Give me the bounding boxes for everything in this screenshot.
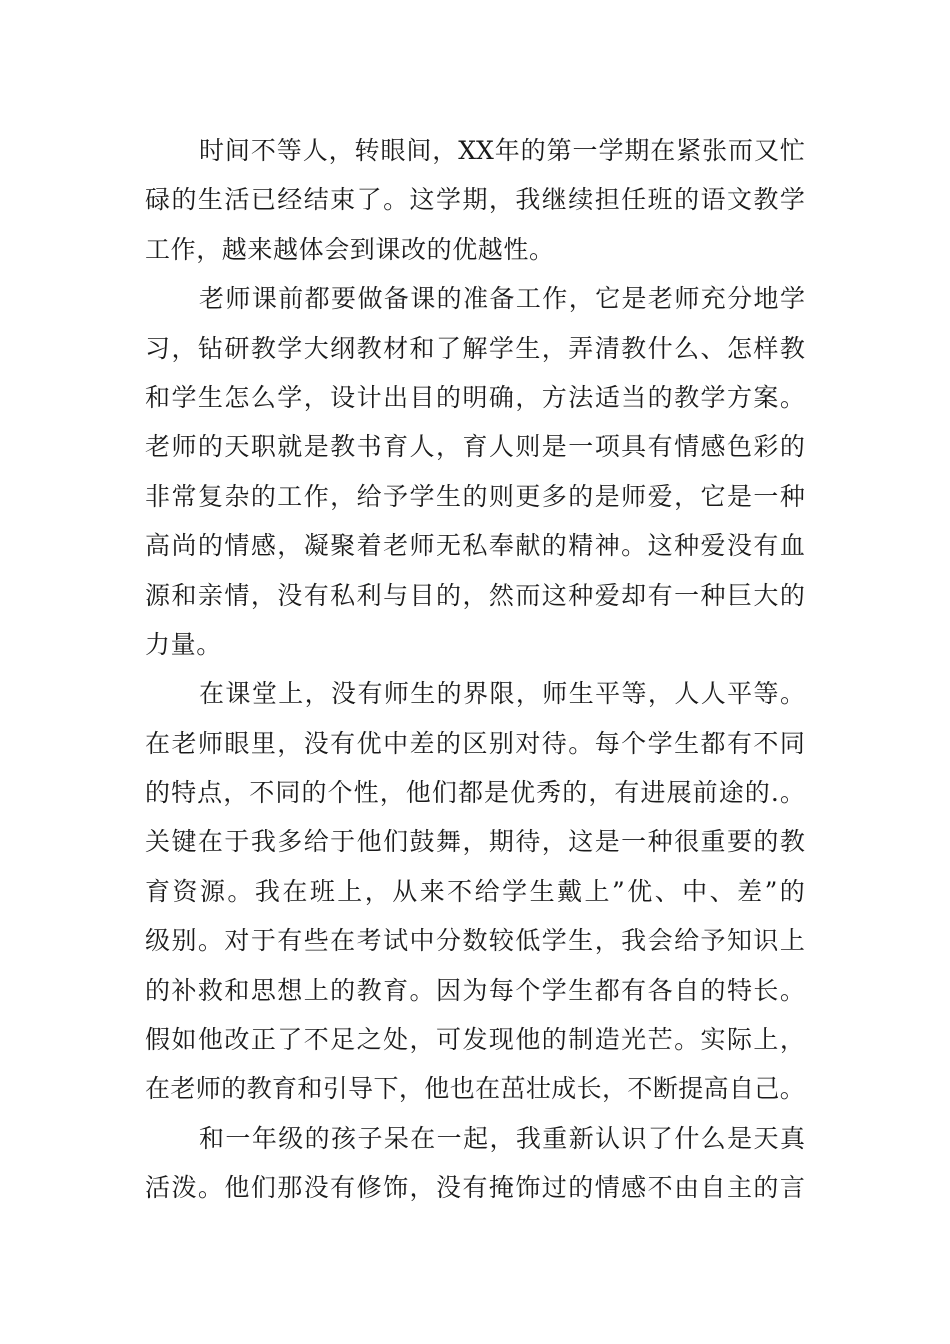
text-line: 育资源。我在班上，从来不给学生戴上”优、中、差”的	[145, 876, 805, 906]
document-page	[145, 126, 805, 1213]
text-line: 级别。对于有些在考试中分数较低学生，我会给予知识上	[145, 926, 805, 956]
text-line: 假如他改正了不足之处，可发现他的制造光芒。实际上，	[145, 1025, 805, 1055]
text-line: 和一年级的孩子呆在一起，我重新认识了什么是天真	[199, 1123, 805, 1153]
text-line: 碌的生活已经结束了。这学期，我继续担任班的语文教学	[145, 185, 805, 215]
text-line: 关键在于我多给于他们鼓舞，期待，这是一种很重要的教	[145, 827, 805, 857]
text-line: 老师课前都要做备课的准备工作，它是老师充分地学	[199, 284, 805, 314]
paragraph-4	[145, 1114, 805, 1213]
paragraph-3	[145, 669, 805, 1114]
text-line: 力量。	[145, 629, 222, 659]
text-line: 非常复杂的工作，给予学生的则更多的是师爱，它是一种	[145, 481, 805, 511]
text-line: 的特点，不同的个性，他们都是优秀的，有进展前途的.。	[145, 778, 805, 808]
text-line: 工作，越来越体会到课改的优越性。	[145, 234, 555, 264]
text-line: 高尚的情感，凝聚着老师无私奉献的精神。这种爱没有血	[145, 531, 805, 561]
text-line: 习，钻研教学大纲教材和了解学生，弄清教什么、怎样教	[145, 333, 805, 363]
text-line: 在课堂上，没有师生的界限，师生平等，人人平等。	[199, 679, 805, 709]
text-line: 在老师眼里，没有优中差的区别对待。每个学生都有不同	[145, 728, 805, 758]
text-line: 源和亲情，没有私利与目的，然而这种爱却有一种巨大的	[145, 580, 805, 610]
text-line: 在老师的教育和引导下，他也在茁壮成长，不断提高自己。	[145, 1074, 805, 1104]
text-line: 的补救和思想上的教育。因为每个学生都有各自的特长。	[145, 975, 805, 1005]
paragraph-1	[145, 126, 805, 274]
paragraph-2	[145, 274, 805, 669]
text-line: 活泼。他们那没有修饰，没有掩饰过的情感不由自主的言	[145, 1173, 805, 1203]
text-line: 老师的天职就是教书育人，育人则是一项具有情感色彩的	[145, 432, 805, 462]
text-line: 和学生怎么学，设计出目的明确，方法适当的教学方案。	[145, 382, 805, 412]
text-line: 时间不等人，转眼间，XX年的第一学期在紧张而又忙	[199, 136, 805, 165]
